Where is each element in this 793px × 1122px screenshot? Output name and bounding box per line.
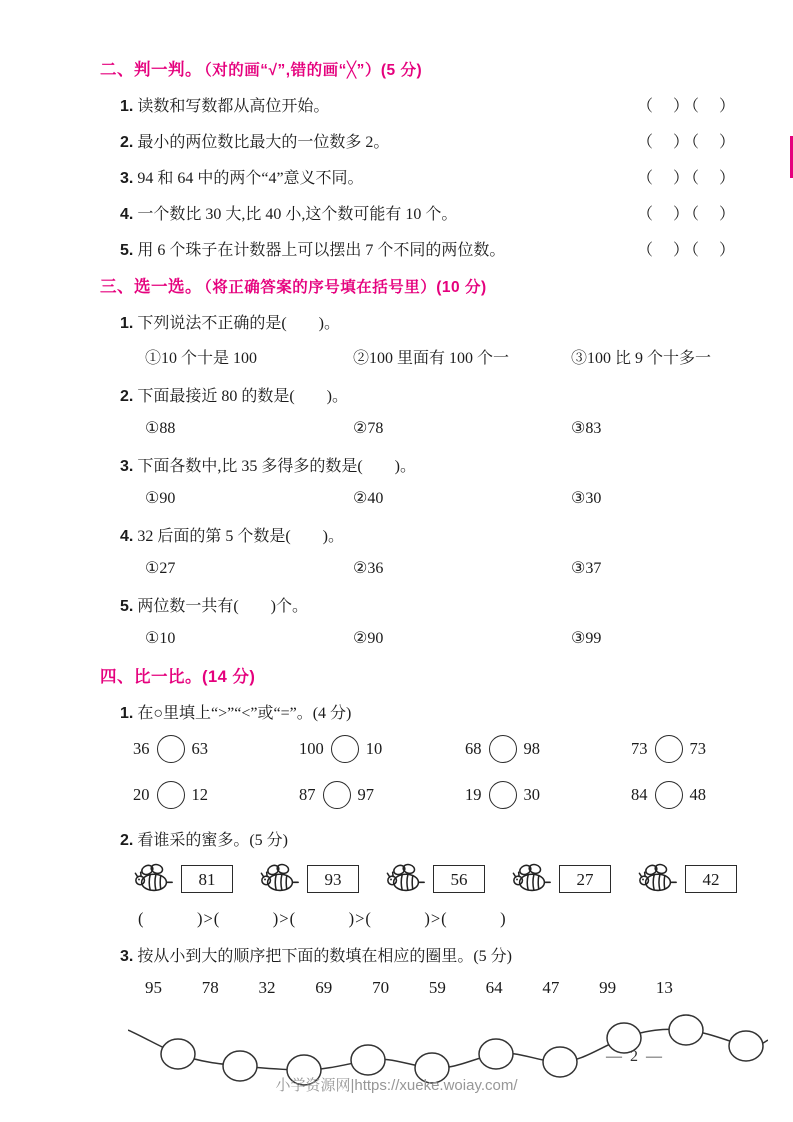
- right-number: 73: [689, 739, 706, 758]
- number-item: 69: [315, 978, 333, 997]
- option-1[interactable]: ①88: [145, 420, 176, 437]
- question-stem: [120, 827, 737, 850]
- honey-value-box: 27: [559, 865, 611, 893]
- judge-statement-text: 最小的两位数比最大的一位数多 2。: [137, 134, 390, 151]
- judge-statement: [120, 165, 364, 188]
- right-number: 12: [191, 785, 208, 804]
- judge-statement: [120, 237, 505, 260]
- number-item: 70: [372, 978, 390, 997]
- judge-item: [120, 237, 737, 260]
- question-number: 2.: [120, 134, 134, 151]
- question-number: 4.: [120, 206, 134, 223]
- answer-circle[interactable]: [729, 1031, 763, 1061]
- page-number: — 2 —: [606, 1048, 664, 1065]
- options-row: [145, 558, 737, 578]
- judge-statement: [120, 201, 457, 224]
- question-number: 2.: [120, 388, 134, 405]
- fill-circle[interactable]: [655, 735, 683, 763]
- fill-circle[interactable]: [655, 781, 683, 809]
- question-stem: [120, 523, 737, 546]
- number-item: 64: [485, 978, 503, 997]
- number-item: 95: [145, 978, 162, 997]
- answer-circle[interactable]: [351, 1045, 385, 1075]
- bee-group: [637, 862, 737, 895]
- right-number: 10: [365, 739, 383, 758]
- right-number: 63: [191, 739, 208, 758]
- judge-statement-text: 读数和写数都从高位开始。: [137, 98, 330, 115]
- bee-icon: [259, 862, 301, 895]
- question-stem-text: 两位数一共有( )个。: [137, 598, 309, 615]
- question-stem-text: 下面最接近 80 的数是( )。: [137, 388, 349, 405]
- compare-pair: [631, 781, 793, 809]
- honey-value-box: 81: [181, 865, 233, 893]
- option-1[interactable]: ①90: [145, 490, 176, 507]
- option-2[interactable]: ②36: [353, 560, 384, 577]
- fill-circle[interactable]: [489, 781, 517, 809]
- section-choose-title: [100, 273, 737, 297]
- answer-brackets[interactable]: （ ）（ ）: [636, 206, 737, 223]
- question-number: 3.: [120, 458, 134, 475]
- option-3[interactable]: ③100 比 9 个十多一: [571, 350, 712, 367]
- option-3[interactable]: ③37: [571, 560, 602, 577]
- option-3[interactable]: ③30: [571, 490, 602, 507]
- options-row: [145, 345, 737, 368]
- section-compare-title: [100, 663, 737, 687]
- ordering-answer-line[interactable]: ( )>( )>( )>( )>( ): [138, 909, 507, 928]
- number-item: 59: [428, 978, 446, 997]
- bee-group: [511, 862, 611, 895]
- judge-statement-text: 94 和 64 中的两个“4”意义不同。: [137, 170, 364, 187]
- section-judge-title: [100, 56, 737, 80]
- judge-statement-text: 一个数比 30 大,比 40 小,这个数可能有 10 个。: [137, 206, 458, 223]
- left-number: 36: [133, 739, 150, 758]
- number-item: 32: [258, 978, 276, 997]
- right-number: 98: [523, 739, 540, 758]
- compare-pair: [465, 781, 631, 809]
- section-choose-heading: 三、选一选。: [100, 278, 202, 296]
- left-number: 19: [465, 785, 482, 804]
- right-number: 30: [523, 785, 540, 804]
- question-number: 2.: [120, 832, 134, 849]
- question-number: 3.: [120, 170, 134, 187]
- bee-group: [133, 862, 233, 895]
- bee-icon: [511, 862, 553, 895]
- judge-statement: [120, 129, 389, 152]
- option-2[interactable]: ②100 里面有 100 个一: [353, 350, 510, 367]
- fill-circle[interactable]: [331, 735, 359, 763]
- judge-item: [120, 93, 737, 116]
- bee-group: [259, 862, 359, 895]
- option-1[interactable]: ①10 个十是 100: [145, 350, 258, 367]
- answer-circle[interactable]: [479, 1039, 513, 1069]
- fill-circle[interactable]: [157, 781, 185, 809]
- option-2[interactable]: ②78: [353, 420, 384, 437]
- answer-circle[interactable]: [543, 1047, 577, 1077]
- question-number: 4.: [120, 528, 134, 545]
- compare-pair: [133, 781, 299, 809]
- section-judge-heading: 二、判一判。: [100, 61, 202, 79]
- bee-group: [385, 862, 485, 895]
- choice-question: [100, 453, 737, 508]
- choice-question: [100, 593, 737, 648]
- answer-circle[interactable]: [161, 1039, 195, 1069]
- question-stem: [120, 593, 737, 616]
- question-number: 5.: [120, 242, 134, 259]
- option-2[interactable]: ②40: [353, 490, 384, 507]
- honey-value-box: 56: [433, 865, 485, 893]
- left-number: 100: [299, 739, 324, 758]
- number-item: 78: [201, 978, 219, 997]
- options-row: [145, 418, 737, 438]
- answer-brackets[interactable]: （ ）（ ）: [636, 134, 737, 151]
- question-stem: [120, 943, 737, 966]
- left-number: 68: [465, 739, 482, 758]
- question-number: 5.: [120, 598, 134, 615]
- judge-item: [120, 165, 737, 188]
- left-number: 20: [133, 785, 150, 804]
- right-number: 97: [357, 785, 374, 804]
- answer-brackets[interactable]: （ ）（ ）: [636, 242, 737, 259]
- number-item: 99: [599, 978, 617, 997]
- right-number: 48: [689, 785, 706, 804]
- compare-pair: [465, 735, 631, 763]
- honey-value-box: 42: [685, 865, 737, 893]
- left-number: 73: [631, 739, 648, 758]
- left-number: 87: [299, 785, 316, 804]
- answer-brackets[interactable]: （ ）（ ）: [636, 98, 737, 115]
- question-number: 3.: [120, 948, 134, 965]
- question-number: 1.: [120, 705, 134, 722]
- number-list: [145, 978, 673, 998]
- option-3[interactable]: ③83: [571, 420, 602, 437]
- section-judge: [100, 56, 737, 260]
- honey-value-box: 93: [307, 865, 359, 893]
- question-stem-text: 下面各数中,比 35 多得多的数是( )。: [137, 458, 417, 475]
- fill-circle[interactable]: [489, 735, 517, 763]
- answer-brackets[interactable]: （ ）（ ）: [636, 170, 737, 187]
- fill-circle[interactable]: [157, 735, 185, 763]
- compare-pair: [133, 735, 299, 763]
- question-stem: [120, 383, 737, 406]
- option-1[interactable]: ①27: [145, 560, 176, 577]
- options-row: [145, 628, 737, 648]
- bee-icon: [133, 862, 175, 895]
- choice-question: [100, 383, 737, 438]
- judge-item: [120, 129, 737, 152]
- compare-pair: [299, 781, 465, 809]
- choice-question: [100, 523, 737, 578]
- option-1[interactable]: ①10: [145, 630, 176, 647]
- compare-grid: [133, 735, 737, 809]
- number-item: 47: [542, 978, 560, 997]
- section-judge-note: （对的画“√”,错的画“╳”）(5 分): [204, 62, 423, 79]
- question-stem-text: 32 后面的第 5 个数是( )。: [137, 528, 345, 545]
- question-stem: [120, 310, 737, 333]
- question-number: 1.: [120, 98, 134, 115]
- compare-pair: [631, 735, 793, 763]
- number-item: 13: [655, 978, 673, 997]
- question-stem-text: 按从小到大的顺序把下面的数填在相应的圈里。(5 分): [137, 948, 513, 965]
- fill-circle[interactable]: [323, 781, 351, 809]
- question-stem: [120, 453, 737, 476]
- option-2[interactable]: ②90: [353, 630, 384, 647]
- options-row: [145, 488, 737, 508]
- question-stem-text: 看谁采的蜜多。(5 分): [137, 832, 289, 849]
- judge-statement: [120, 93, 329, 116]
- question-number: 1.: [120, 315, 134, 332]
- choice-question: [100, 310, 737, 368]
- question-stem-text: 下列说法不正确的是( )。: [137, 315, 341, 332]
- site-footer: 小学资源网|https://xueke.woiay.com/: [275, 1077, 518, 1094]
- judge-item: [120, 201, 737, 224]
- bee-row: [133, 862, 737, 895]
- judge-statement-text: 用 6 个珠子在计数器上可以摆出 7 个不同的两位数。: [137, 242, 506, 259]
- left-number: 84: [631, 785, 648, 804]
- section-choose-note: （将正确答案的序号填在括号里）(10 分): [204, 279, 487, 296]
- question-stem: [120, 700, 737, 723]
- section-choose: [100, 273, 737, 648]
- question-stem-text: 在○里填上“>”“<”或“=”。(4 分): [137, 705, 352, 722]
- bee-icon: [637, 862, 679, 895]
- answer-circle[interactable]: [669, 1015, 703, 1045]
- option-3[interactable]: ③99: [571, 630, 602, 647]
- section-compare: [100, 663, 737, 1104]
- bee-icon: [385, 862, 427, 895]
- section-compare-heading: 四、比一比。(14 分): [100, 668, 256, 686]
- compare-pair: [299, 735, 465, 763]
